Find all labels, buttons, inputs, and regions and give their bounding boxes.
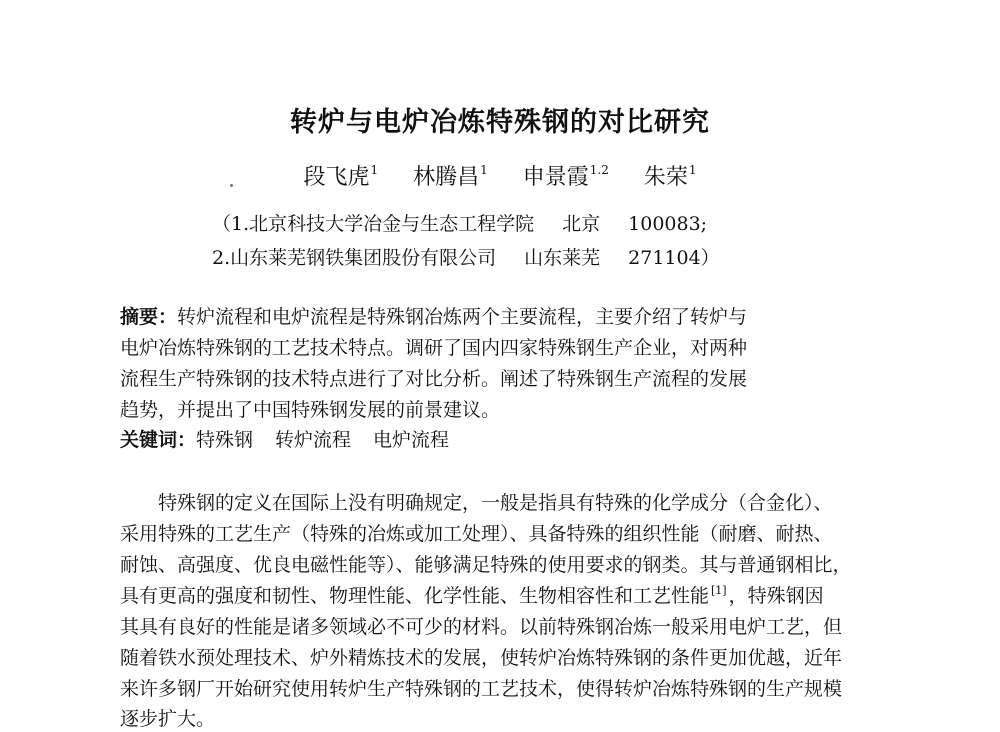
author-list xyxy=(0,160,1000,191)
abstract-line: 流程生产特殊钢的技术特点进行了对比分析。阐述了特殊钢生产流程的发展 xyxy=(120,368,748,390)
keywords xyxy=(120,425,471,452)
keyword: 转炉流程 xyxy=(275,429,352,451)
body-line: 特殊钢的定义在国际上没有明确规定，一般是指具有特殊的化学成分（合金化）、 xyxy=(158,492,833,514)
body-line: 来许多钢厂开始研究使用转炉生产特殊钢的工艺技术，使得转炉冶炼特殊钢的生产规模 xyxy=(120,678,843,700)
affiliation-2: 2.山东莱芜钢铁集团股份有限公司 山东莱芜 271104） xyxy=(212,247,720,269)
abstract-line: 电炉冶炼特殊钢的工艺技术特点。调研了国内四家特殊钢生产企业，对两种 xyxy=(120,337,748,359)
body-line: 其具有良好的性能是诸多领域必不可少的材料。以前特殊钢冶炼一般采用电炉工艺，但 xyxy=(120,616,843,638)
paper-title: 转炉与电炉冶炼特殊钢的对比研究 xyxy=(290,107,710,138)
author: 林腾昌$^1$ xyxy=(413,163,488,190)
body-line: 具有更高的强度和韧性、物理性能、化学性能、生物相容性和工艺性能 [1] ，特殊钢因 xyxy=(120,584,824,607)
body-line: 采用特殊的工艺生产（特殊的冶炼或加工处理）、具备特殊的组织性能（耐磨、耐热、 xyxy=(120,523,833,545)
body-line: 随着铁水预处理技术、炉外精炼技术的发展，使转炉冶炼特殊钢的条件更加优越，近年 xyxy=(120,647,843,669)
abstract-label: 摘要： xyxy=(120,306,178,328)
keyword: 特殊钢 xyxy=(196,429,254,451)
body-line: 耐蚀、高强度、优良电磁性能等）、能够满足特殊的使用要求的钢类。其与普通钢相比， xyxy=(120,554,852,576)
author: 朱荣$^1$ xyxy=(643,163,697,190)
abstract-line: 趋势，并提出了中国特殊钢发展的前景建议。 xyxy=(120,399,501,421)
keyword: 电炉流程 xyxy=(373,429,450,451)
body-line: 逐步扩大。 xyxy=(120,708,216,730)
citation-ref: [1] xyxy=(711,584,727,597)
affiliation-1: （1.北京科技大学冶金与生态工程学院 北京 100083; xyxy=(212,213,708,235)
abstract-line: 摘要：转炉流程和电炉流程是特殊钢冶炼两个主要流程，主要介绍了转炉与 xyxy=(120,306,748,328)
author: 段飞虎$^1$ xyxy=(303,163,379,190)
keywords-label: 关键词： xyxy=(120,429,197,451)
author: 申景霞$^{1.2}$ xyxy=(522,163,609,190)
